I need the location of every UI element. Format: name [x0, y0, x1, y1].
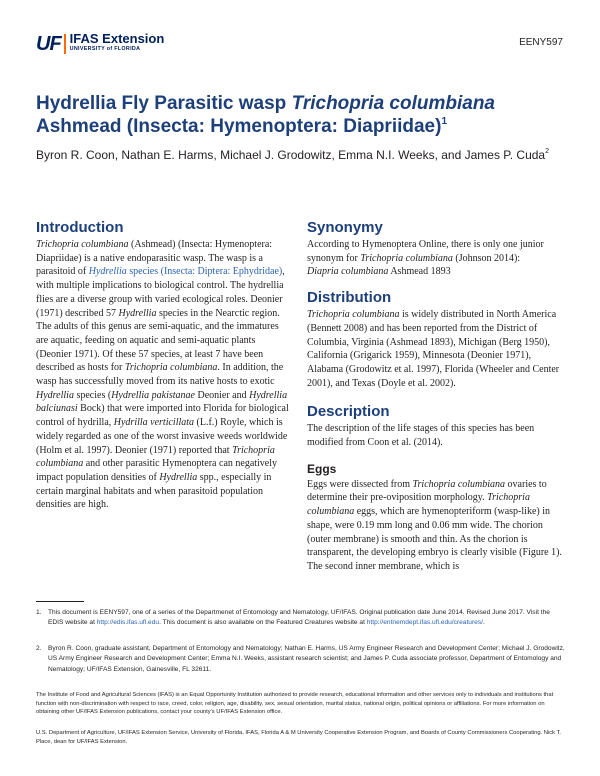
- species-name: Hydrellia pakistanae: [111, 389, 195, 401]
- synonymy-paragraph: [307, 238, 565, 279]
- synonym-name: Diapria columbiana: [307, 266, 389, 278]
- logo-divider: [64, 34, 66, 54]
- introduction-heading: Introduction: [36, 219, 124, 236]
- ifas-disclaimer: The Institute of Food and Agricultural Sciences (IFAS) is an Equal Opportunity Institution authorized to provide research, educational information and other services only to individuals and institutions that function with non-discrimination with respect to race, creed, color, religion, age, disability, sex, sexual orientation, marital status, national origin, political opinions or affiliations. For more information on obtaining other UF/IFAS Extension publications, contact your county's UF/IFAS Extension office.: [36, 692, 554, 716]
- eggs-body: [307, 478, 565, 574]
- footnote-number: 1.: [36, 609, 42, 616]
- footnote-divider: [36, 601, 84, 602]
- genus-name: Hydrellia: [159, 471, 198, 483]
- description-paragraph: The description of the life stages of this species has been modified from Coon et al. (2014).: [307, 423, 535, 449]
- species-name: Trichopria columbiana: [36, 239, 129, 250]
- footnote-number: 2.: [36, 645, 42, 652]
- text-run: spp., especially in certain marginal habitats and when parasitoid population densities are high.: [36, 471, 272, 511]
- title-line2: Ashmead (Insecta: Hymenoptera: Diapriidae): [36, 116, 442, 137]
- eggs-paragraph: [307, 478, 565, 574]
- genus-name: Hydrellia: [118, 307, 157, 319]
- logo-sub-text: UNIVERSITY of FLORIDA: [69, 46, 141, 52]
- authors-footnote-ref[interactable]: 2: [545, 148, 549, 155]
- eggs-heading: Eggs: [307, 461, 337, 476]
- footnote-text: Byron R. Coon, graduate assistant, Department of Entomology and Nematology; Nathan E. Harms, US Army Engineer Research and Development Center; Michael J. Grodowitz, US Army Engineer Research and Development Center; Emma N.I. Weeks, assistant research scientist; and James P. Cuda associate professor, Department of Entomology and Nematology; UF/IFAS Extension, Gainesville, FL 32611.: [48, 645, 565, 673]
- text-run: (Johnson 2014):: [452, 252, 521, 264]
- species-name: Hydrellia balciunasi: [36, 389, 288, 415]
- featured-creatures-link[interactable]: http://entnemdept.ifas.ufl.edu/creatures/: [366, 619, 483, 627]
- species-name: Trichopria columbiana: [307, 309, 400, 321]
- introduction-paragraph: [36, 238, 292, 512]
- synonymy-heading: Synonymy: [307, 219, 383, 236]
- link-text[interactable]: species (Insecta: Diptera: Ephydridae): [126, 266, 283, 278]
- text-run: ovaries to determine their pre-oviposition morphology.: [307, 478, 547, 504]
- text-run: According to Hymenoptera Online, there is only one junior synonym for: [307, 239, 544, 264]
- left-column: [36, 219, 292, 512]
- text-run: (Ashmead) (Insecta: Hymenoptera: Diapriidae) is a native endoparasitic wasp. The wasp is a parasitoid of: [36, 239, 273, 278]
- footnote-text: [36, 608, 566, 629]
- link-genus[interactable]: Hydrellia: [88, 266, 127, 278]
- genus-name: Hydrellia: [36, 389, 74, 401]
- species-name: Trichopria columbiana: [36, 444, 275, 470]
- footnote-1: [36, 608, 566, 629]
- synonymy-body: [307, 238, 565, 279]
- description-body: [307, 422, 565, 449]
- text-run: Deonier and: [194, 389, 250, 401]
- document-title: [36, 92, 576, 138]
- text-run: Ashmead 1893: [388, 266, 451, 278]
- hydrellia-species-link[interactable]: [89, 266, 282, 277]
- species-name: Trichopria columbiana: [124, 362, 218, 374]
- text-run: eggs, which are hymenopteriform (wasp-like) in shape, were 0.19 mm long and 0.06 mm wide. The chorion (outer membrane) is smooth and thin. As the chorion is transparent, the developing embryo is clearly visible (Figure 1). The second inner membrane, which is: [307, 506, 562, 572]
- text-run: .: [482, 619, 485, 627]
- introduction-body: [36, 238, 292, 512]
- author-list: [36, 148, 576, 162]
- footnote-2: [36, 644, 566, 675]
- publication-id: EENY597: [519, 37, 563, 48]
- species-name: Hydrilla verticillata: [113, 417, 195, 429]
- text-run: This document is EENY597, one of a series of the Departmenet of Entomology and Nematology, UF/IFAS. Original publication date June 2014. Revised June 2017. Visit the EDIS website at: [48, 609, 550, 627]
- right-column: [307, 219, 565, 574]
- logo-wordmark: [70, 33, 165, 55]
- text-run: . In addition, the wasp has successfully moved from its native hosts to exotic: [36, 362, 284, 388]
- edis-link[interactable]: http://edis.ifas.ufl.edu: [96, 619, 160, 627]
- ifas-logo: [36, 33, 164, 55]
- species-name: Trichopria columbiana: [360, 252, 453, 264]
- text-run: Eggs were dissected from: [307, 478, 413, 490]
- description-heading: Description: [307, 403, 390, 421]
- distribution-heading: Distribution: [307, 289, 392, 307]
- text-run: , with multiple implications to biological control. The hydrellia flies are a diverse group with varied ecological roles. Deonier (1971) described 57: [36, 266, 285, 319]
- title-line1: Hydrellia Fly Parasitic wasp: [36, 93, 292, 114]
- distribution-body: [307, 308, 565, 390]
- text-run: species in the Nearctic region. The adults of this genus are semi-aquatic, and the immatures are aquatic, feeding on aquatic and semi-aquatic plants (Deonier 1971). Of these 57 species, at least 7 have been described as hosts for: [36, 307, 280, 374]
- title-species: Trichopria columbiana: [291, 93, 495, 114]
- authors-text: Byron R. Coon, Nathan E. Harms, Michael J. Grodowitz, Emma N.I. Weeks, and James P. Cuda: [36, 148, 546, 162]
- text-run: is widely distributed in North America (Bennett 2008) and has been reported from the District of Columbia, Virginia (Ashmead 1893), Michigan (Berg 1950), California (Grigarick 1959), Minnesota (Deonier 1971), Alabama (Grodowitz et al. 1997), Florida (Wheeler and Center 2001), and Texas (Doyle et al. 2002).: [307, 309, 560, 389]
- text-run: . This document is also available on the Featured Creatures website at: [159, 619, 367, 627]
- species-name: Trichopria columbiana: [412, 478, 506, 490]
- title-footnote-ref[interactable]: 1: [441, 116, 448, 127]
- species-name: Trichopria columbiana: [307, 492, 530, 518]
- text-run: Bock) that were imported into Florida for biological control of hydrilla,: [36, 403, 289, 429]
- text-run: (L.f.) Royle, which is widely regarded as one of the worst invasive weeds worldwide (Holm et al. 1997). Deonier (1971) reported that: [36, 417, 288, 456]
- text-run: and other parasitic Hymenoptera can negatively impact population densities of: [36, 458, 278, 483]
- distribution-paragraph: [307, 308, 565, 390]
- logo-uf: UF: [36, 33, 61, 55]
- usda-statement: U.S. Department of Agriculture, UF/IFAS Extension Service, University of Florida, IFAS, Florida A & M University Cooperative Extension Program, and Boards of County Commissioners Cooperating. Nick T. Place, dean for UF/IFAS Extension.: [36, 730, 562, 745]
- text-run: species (: [73, 389, 112, 401]
- logo-main-text: IFAS Extension: [69, 31, 165, 46]
